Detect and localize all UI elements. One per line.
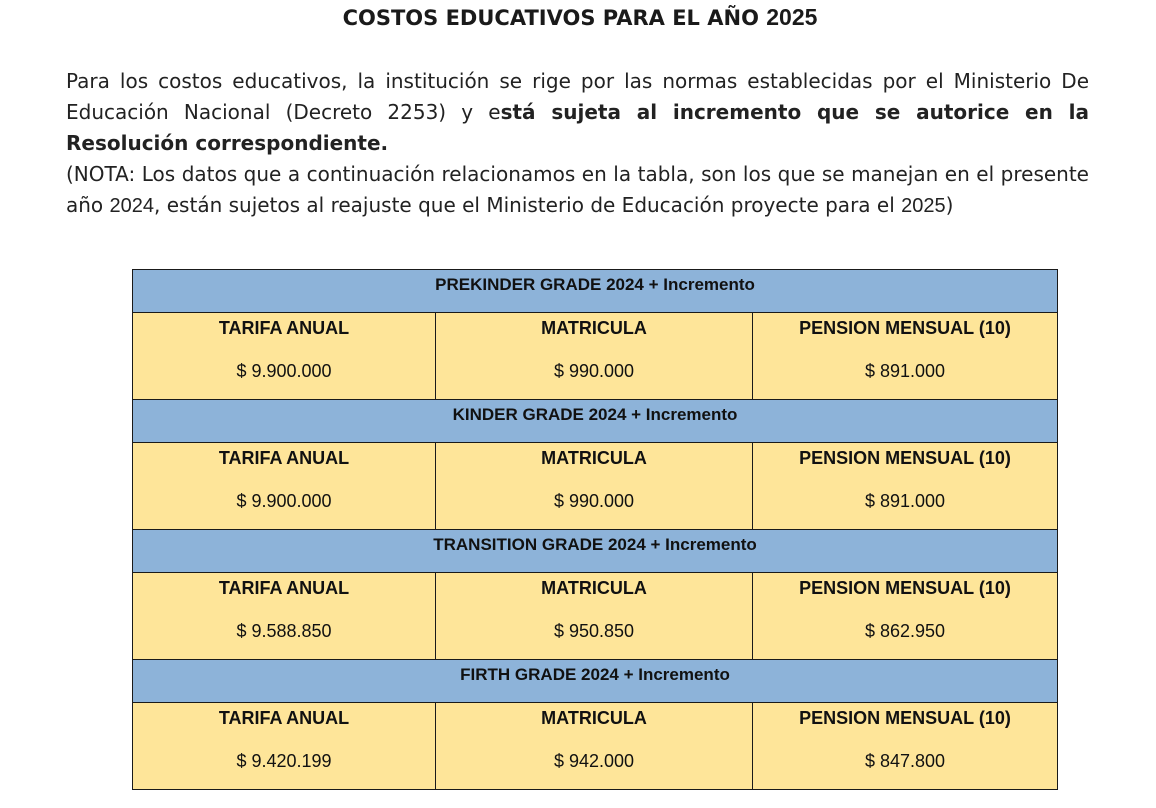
column-label: PENSION MENSUAL (10)	[799, 708, 1011, 728]
matricula-value: $ 950.850	[553, 621, 635, 641]
column-label: TARIFA ANUAL	[218, 448, 350, 468]
matricula-value: $ 990.000	[553, 491, 635, 511]
tarifa-cell	[133, 573, 436, 660]
pension-value: $ 891.000	[864, 491, 946, 511]
grade-header-row	[133, 660, 1058, 703]
intro-bold-text: stá sujeta al incremento que se autorice en la Resolución correspondiente.	[66, 100, 1089, 155]
costs-table	[132, 269, 1058, 790]
column-label: MATRICULA	[541, 578, 647, 598]
grade-header-row	[133, 530, 1058, 573]
grade-header: FIRTH GRADE 2024 + Incremento	[133, 660, 1058, 703]
tarifa-cell	[133, 703, 436, 790]
grade-header-row	[133, 400, 1058, 443]
column-label: PENSION MENSUAL (10)	[799, 448, 1011, 468]
matricula-value: $ 990.000	[553, 361, 635, 381]
note-year-2: 2025	[901, 195, 946, 217]
intro-paragraph	[66, 66, 1089, 222]
pension-cell	[753, 313, 1058, 400]
tarifa-value: $ 9.588.850	[236, 621, 332, 641]
matricula-value: $ 942.000	[553, 751, 635, 771]
column-label: PENSION MENSUAL (10)	[799, 318, 1011, 338]
grade-header: PREKINDER GRADE 2024 + Incremento	[133, 270, 1058, 313]
tarifa-cell	[133, 443, 436, 530]
grade-values-row	[133, 573, 1058, 660]
pension-value: $ 862.950	[864, 621, 946, 641]
note-end-text: )	[945, 193, 954, 217]
note-text: (NOTA: Los datos que a continuación relacionamos en la tabla, son los que se manejan en el presente año	[66, 162, 1089, 217]
pension-cell	[753, 703, 1058, 790]
tarifa-value: $ 9.900.000	[236, 491, 332, 511]
column-label: PENSION MENSUAL (10)	[799, 578, 1011, 598]
pension-cell	[753, 573, 1058, 660]
matricula-cell	[436, 443, 753, 530]
pension-cell	[753, 443, 1058, 530]
pension-value: $ 847.800	[864, 751, 946, 771]
column-label: TARIFA ANUAL	[218, 578, 350, 598]
page-title	[0, 4, 1156, 31]
grade-values-row	[133, 703, 1058, 790]
grade-header: TRANSITION GRADE 2024 + Incremento	[133, 530, 1058, 573]
column-label: TARIFA ANUAL	[218, 708, 350, 728]
matricula-cell	[436, 703, 753, 790]
column-label: MATRICULA	[541, 318, 647, 338]
title-text: COSTOS EDUCATIVOS PARA EL AÑO	[342, 6, 759, 30]
column-label: TARIFA ANUAL	[218, 318, 350, 338]
title-year: 2025	[766, 4, 818, 30]
grade-values-row	[133, 313, 1058, 400]
matricula-cell	[436, 313, 753, 400]
grade-values-row	[133, 443, 1058, 530]
grade-header: KINDER GRADE 2024 + Incremento	[133, 400, 1058, 443]
note-year: 2024	[109, 195, 155, 217]
column-label: MATRICULA	[541, 708, 647, 728]
tarifa-value: $ 9.420.199	[236, 751, 332, 771]
matricula-cell	[436, 573, 753, 660]
tarifa-cell	[133, 313, 436, 400]
grade-header-row	[133, 270, 1058, 313]
column-label: MATRICULA	[541, 448, 647, 468]
tarifa-value: $ 9.900.000	[236, 361, 332, 381]
note-mid-text: , están sujetos al reajuste que el Ministerio de Educación proyecte para el	[154, 193, 902, 217]
pension-value: $ 891.000	[864, 361, 946, 381]
intro-text: Para los costos educativos, la institución se rige por las normas establecidas por el Ministerio De Educación Nacional (Decreto 2253) y e	[66, 69, 1089, 124]
